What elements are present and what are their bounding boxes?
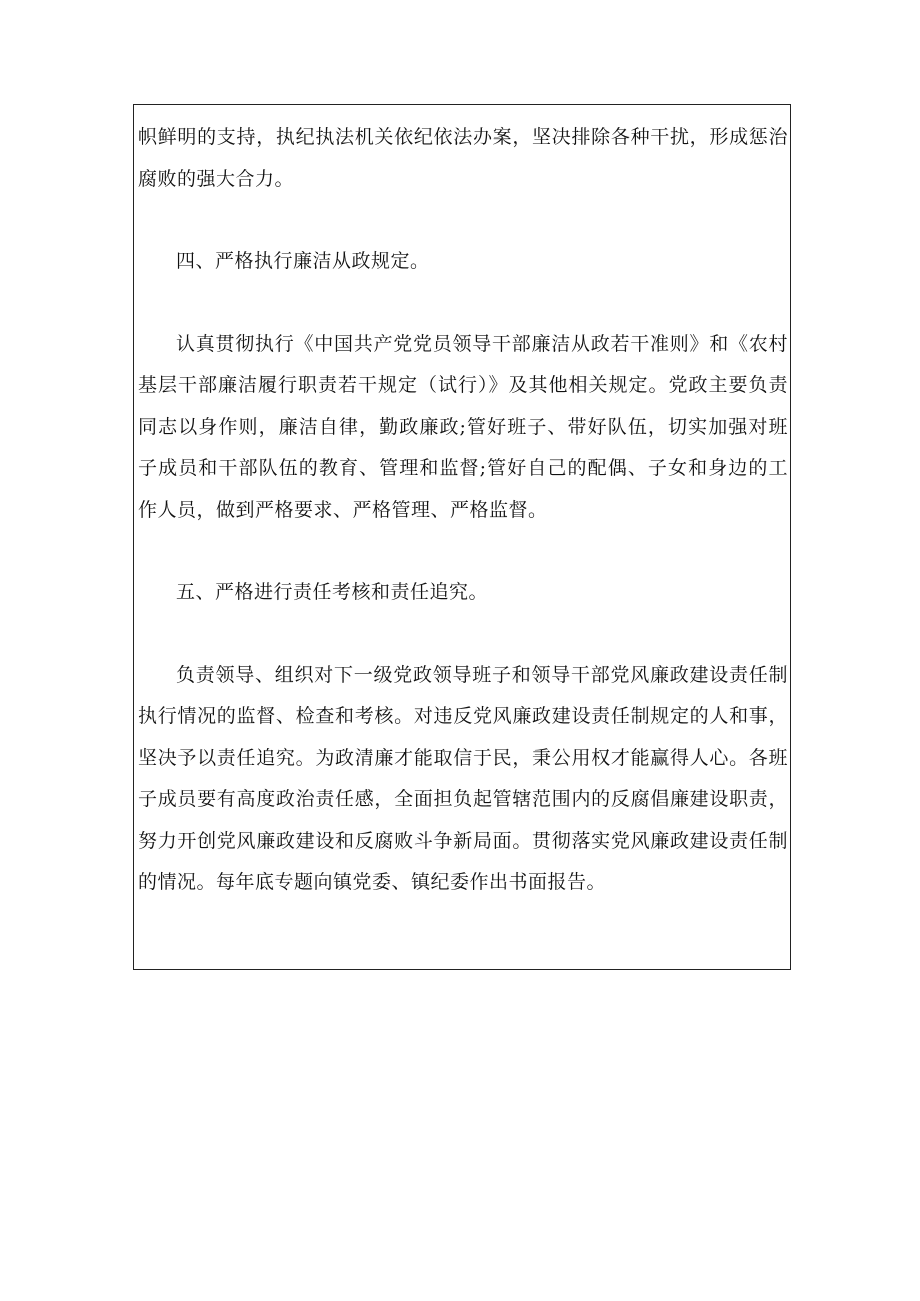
section-heading-4: 四、严格执行廉洁从政规定。 bbox=[176, 250, 430, 272]
spacer bbox=[138, 200, 788, 241]
section-heading-5: 五、严格进行责任考核和责任追究。 bbox=[176, 581, 489, 603]
spacer bbox=[138, 614, 788, 655]
paragraph-continuation: 帜鲜明的支持，执纪执法机关依纪依法办案，坚决排除各种干扰，形成惩治腐败的强大合力。 bbox=[138, 126, 788, 190]
document-body bbox=[138, 117, 788, 904]
paragraph-section-5: 负责领导、组织对下一级党政领导班子和领导干部党风廉政建设责任制执行情况的监督、检查和考核。对违反党风廉政建设责任制规定的人和事，坚决予以责任追究。为政清廉才能取信于民，秉公用权才能赢得人心。各班子成员要有高度政治责任感，全面担负起管辖范围内的反腐倡廉建设职责，努力开创党风廉政建设和反腐败斗争新局面。贯彻落实党风廉政建设责任制的情况。每年底专题向镇党委、镇纪委作出书面报告。 bbox=[138, 663, 788, 893]
spacer bbox=[138, 283, 788, 324]
paragraph-section-4: 认真贯彻执行《中国共产党党员领导干部廉洁从政若干准则》和《农村基层干部廉洁履行职责若干规定（试行）》及其他相关规定。党政主要负责同志以身作则，廉洁自律，勤政廉政;管好班子、带好队伍，切实加强对班子成员和干部队伍的教育、管理和监督;管好自己的配偶、子女和身边的工作人员，做到严格要求、严格管理、严格监督。 bbox=[138, 332, 788, 521]
bordered-text-box bbox=[133, 104, 791, 970]
spacer bbox=[138, 531, 788, 572]
